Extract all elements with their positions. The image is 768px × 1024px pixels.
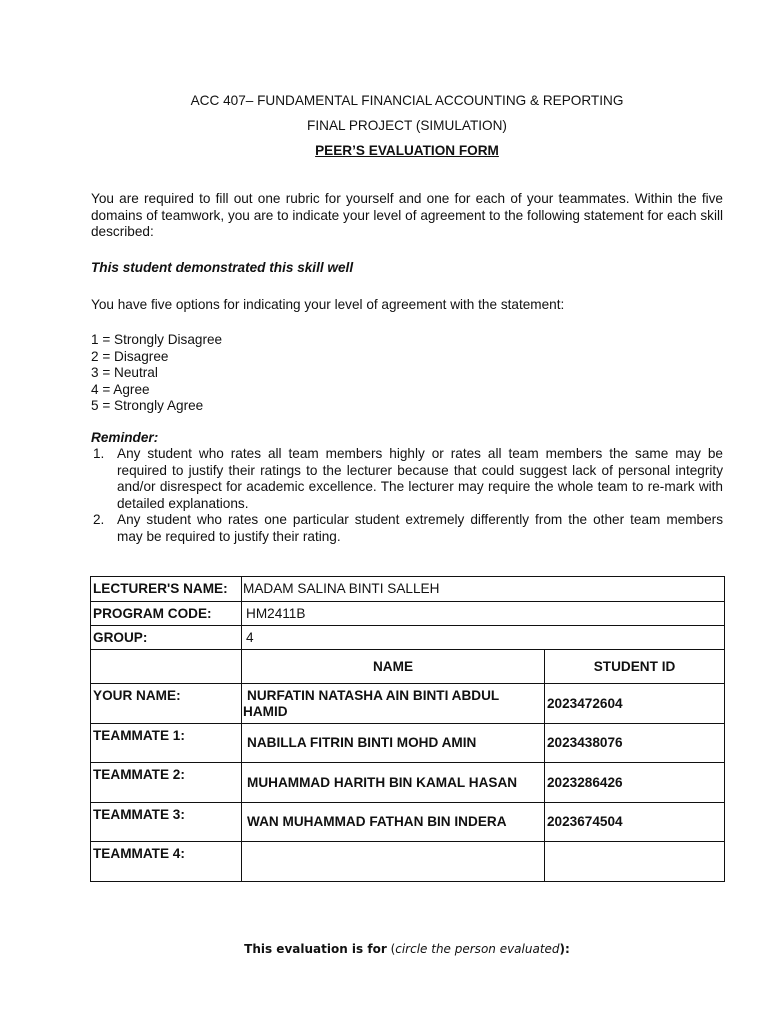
member-name[interactable]: WAN MUHAMMAD FATHAN BIN INDERA	[242, 803, 545, 842]
scale-option: 5 = Strongly Agree	[91, 398, 204, 413]
scale-option: 3 = Neutral	[91, 365, 158, 380]
row-label: TEAMMATE 4:	[91, 842, 242, 882]
member-student-id[interactable]: 2023472604	[545, 684, 725, 724]
evaluation-target-line	[0, 941, 768, 957]
group-label: GROUP:	[91, 626, 242, 650]
member-student-id[interactable]: 2023286426	[545, 763, 725, 803]
row-label: TEAMMATE 3:	[91, 803, 242, 842]
group-value[interactable]: 4	[242, 626, 725, 650]
evaluation-info-table	[90, 576, 725, 882]
table-row	[91, 763, 725, 803]
row-label: TEAMMATE 2:	[91, 763, 242, 803]
table-row	[91, 684, 725, 724]
program-row	[91, 602, 725, 626]
footer-hint: circle the person evaluated	[395, 942, 560, 956]
table-row	[91, 724, 725, 763]
row-label: YOUR NAME:	[91, 684, 242, 724]
table-row	[91, 842, 725, 882]
lecturer-row	[91, 577, 725, 602]
lecturer-value[interactable]: MADAM SALINA BINTI SALLEH	[242, 577, 725, 602]
scale-option: 4 = Agree	[91, 381, 150, 397]
member-student-id[interactable]	[545, 842, 725, 882]
course-title: ACC 407– FUNDAMENTAL FINANCIAL ACCOUNTING & REPORTING	[190, 93, 624, 108]
footer-lead: This evaluation is for	[244, 942, 387, 956]
scale-option: 2 = Disagree	[91, 348, 169, 364]
reminder-heading: Reminder:	[91, 430, 159, 445]
footer-open: (	[386, 942, 396, 956]
program-value[interactable]: HM2411B	[242, 602, 725, 626]
member-name[interactable]: MUHAMMAD HARITH BIN KAMAL HASAN	[242, 763, 545, 803]
intro-paragraph: You are required to fill out one rubric for yourself and one for each of your teammates. Within the five domains of teamwork, you are to indicate your level of agreement to the following statement for each skill described:	[91, 191, 723, 239]
reminder-number: 1.	[93, 446, 105, 461]
member-name[interactable]	[242, 842, 545, 882]
members-header-row	[91, 650, 725, 684]
reminder-text: Any student who rates one particular student extremely differently from the other team members may be required to justify their rating.	[117, 512, 723, 544]
table-row	[91, 803, 725, 842]
statement-text: This student demonstrated this skill well	[91, 260, 354, 275]
reminder-number: 2.	[93, 512, 105, 527]
header-blank-cell	[91, 650, 242, 684]
reminder-list	[91, 446, 723, 545]
reminder-item	[91, 512, 723, 545]
program-label: PROGRAM CODE:	[91, 602, 242, 626]
student-id-column-header: STUDENT ID	[545, 650, 725, 684]
scale-option: 1 = Strongly Disagree	[91, 332, 223, 347]
group-row	[91, 626, 725, 650]
member-student-id[interactable]: 2023674504	[545, 803, 725, 842]
reminder-text: Any student who rates all team members highly or rates all team members the same may be required to justify their ratings to the lecturer because that could suggest lack of personal integrity and/or disrespect for academic excellence. The lecturer may require the whole team to re-mark with detailed explanations.	[117, 446, 723, 511]
member-name[interactable]: NABILLA FITRIN BINTI MOHD AMIN	[242, 724, 545, 763]
options-intro: You have five options for indicating your level of agreement with the statement:	[91, 297, 565, 312]
form-title: PEER’S EVALUATION FORM	[315, 143, 499, 158]
project-title: FINAL PROJECT (SIMULATION)	[307, 118, 507, 133]
name-column-header: NAME	[242, 650, 545, 684]
member-name[interactable]: NURFATIN NATASHA AIN BINTI ABDUL HAMID	[242, 684, 545, 724]
member-student-id[interactable]: 2023438076	[545, 724, 725, 763]
row-label: TEAMMATE 1:	[91, 724, 242, 763]
rating-scale-list	[91, 332, 723, 415]
footer-close: ):	[559, 942, 570, 956]
lecturer-label: LECTURER'S NAME:	[91, 577, 242, 602]
reminder-item	[91, 446, 723, 512]
